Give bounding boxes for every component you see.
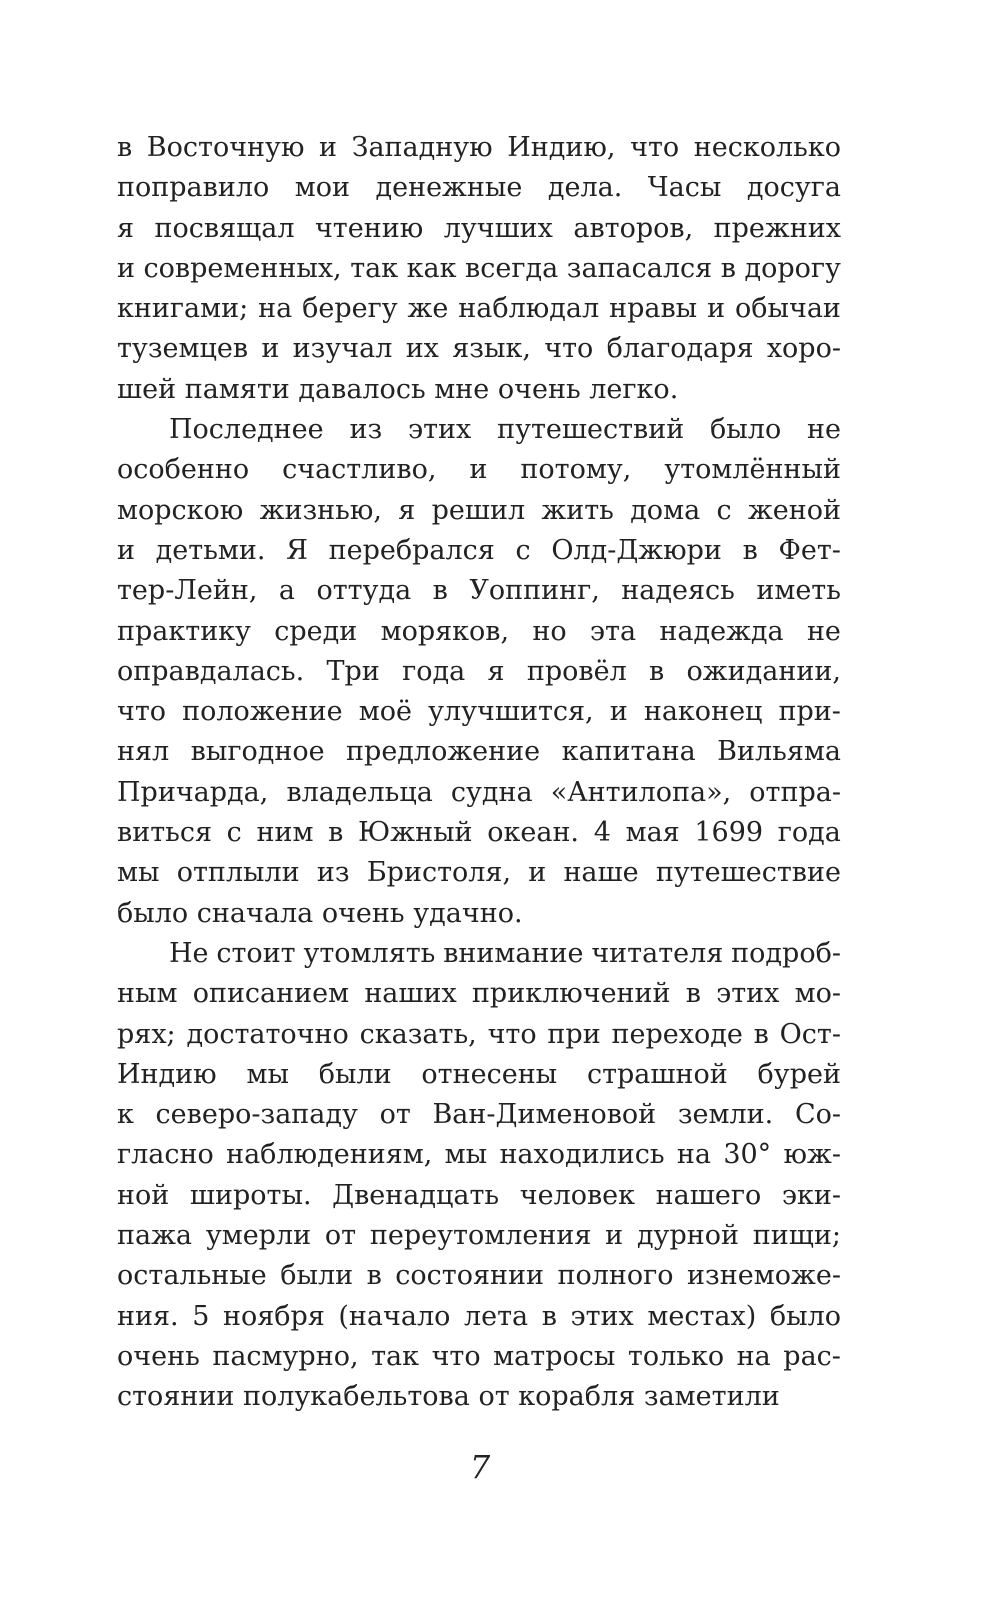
word: не [806,615,841,647]
word: же [407,293,449,325]
word: морскою [117,494,244,526]
word: запасался [566,252,713,284]
word: дорогу [744,252,841,284]
word: туземцев [117,333,249,365]
word: были [280,1260,354,1292]
word: оттуда [316,575,412,607]
word: детьми. [155,534,266,566]
word: современных, [143,252,342,284]
word: отплыли [176,857,300,889]
text-line [117,128,841,168]
word: были [318,1058,392,1090]
word: наблюдениям, [226,1139,433,1171]
word: книгами; [117,293,249,325]
text-line [117,168,841,208]
word: изучал [292,333,393,365]
text-line [117,652,841,692]
word: с [716,494,732,526]
word: счастливо, [282,454,437,486]
word: страшной [586,1058,728,1090]
word: «Антилопа», [550,776,732,808]
word: практику [117,615,251,647]
word: было [710,414,782,446]
word: берегу [302,293,398,325]
word: язык, [452,333,531,365]
word: в [742,534,758,566]
word: на [676,1139,712,1171]
word: рях; [117,1018,176,1050]
word: подроб- [731,937,841,969]
word: в [541,1300,557,1332]
word: легко. [589,373,679,405]
word: что [431,1340,481,1372]
text-line [117,289,841,329]
word: обычаи [734,293,841,325]
word: капитана [561,736,696,768]
word: и [117,252,135,284]
word: несколько [693,132,841,163]
word: Индию [117,1058,217,1090]
word: лета [463,1300,529,1332]
word: давалось [298,373,426,405]
word: переутомления [369,1220,592,1252]
word: так [350,252,399,284]
word: изнеможе- [687,1260,841,1292]
word: внимание [443,937,584,969]
text-line [117,732,841,772]
word: умерли [205,1220,312,1252]
word: что [117,696,167,728]
word: с [515,534,531,566]
word: что [487,1018,537,1050]
word: Ост- [779,1018,841,1050]
word: сказать, [359,1018,477,1050]
word: местах) [647,1300,757,1332]
word: утомлять [303,937,436,969]
word: жизнью, [259,494,382,526]
word: в [720,252,736,284]
word: посвящал [154,212,295,244]
word: при [547,1018,601,1050]
word: мы [246,1058,289,1090]
word: пасмурно, [212,1340,359,1372]
word: путешествий [497,414,685,446]
word: улучшится, [428,696,594,728]
text-line [117,571,841,611]
word: очень [321,897,405,929]
word: к [117,1099,134,1131]
word: Южный [358,817,473,849]
word: гласно [117,1139,214,1171]
word: на [258,293,293,325]
word: и [707,293,726,325]
word: судна [450,776,533,808]
text-line [117,1095,841,1135]
text-line [117,1337,841,1377]
word: Двенадцать [332,1179,500,1211]
word: 4 [593,817,611,849]
word: оправдалась. [117,655,305,687]
word: перебрался [328,534,495,566]
word: потому, [520,454,632,486]
word: заметили [643,1381,780,1413]
word: 1699 [694,817,764,849]
word: было [117,897,189,929]
word: выгодное [190,736,325,768]
word: но [532,615,567,647]
word: земли. [677,1099,774,1131]
word: что [630,132,680,163]
text-line [117,1297,841,1337]
text-line [117,450,841,490]
word: Три [326,655,380,687]
word: благодаря [606,333,754,365]
word: на [736,1340,771,1372]
word: 5 [192,1300,210,1332]
word: дома [630,494,701,526]
word: нашего [655,1179,762,1211]
word: женой [747,494,841,526]
word: только [627,1340,725,1372]
word: Последнее [169,414,324,446]
word: а [278,575,295,607]
word: ожидании, [686,655,841,687]
word: пищи; [752,1220,841,1252]
word: удачно. [413,897,523,929]
word: нял [117,736,170,768]
word: мои [294,172,350,204]
word: положение [182,696,343,728]
word: юж- [783,1139,841,1171]
word: жить [541,494,614,526]
word: в [328,817,344,849]
text-line [117,934,841,974]
word: переходе [611,1018,743,1050]
word: океан. [487,817,580,849]
word: я [117,212,135,244]
text-line [117,692,841,732]
word: (начало [338,1300,451,1332]
word: широты. [189,1179,312,1211]
text-line [117,249,841,289]
word: пажа [117,1220,193,1252]
word: матросы [493,1340,616,1372]
word: что [544,333,594,365]
text-line [117,491,841,531]
word: бурей [757,1058,841,1090]
text-line [117,974,841,1014]
word: при- [778,696,841,728]
word: шей [117,373,177,405]
text-line [117,531,841,571]
word: Не [169,937,209,969]
word: наших [364,978,457,1010]
word: эта [589,615,637,647]
text-line [117,209,841,249]
text-line [117,410,841,450]
word: человек [519,1179,636,1211]
word: полного [557,1260,674,1292]
word: отпра- [749,776,841,808]
word: дела. [547,172,623,204]
word: надежда [659,615,784,647]
word: стоит [216,937,296,969]
text-line [117,1256,841,1296]
word: в [685,978,701,1010]
word: и [605,1220,624,1252]
word: виться [117,817,212,849]
word: в [117,132,133,163]
word: мая [625,817,680,849]
text-line [117,894,841,934]
word: как [406,252,457,284]
word: Западную [351,132,493,163]
word: в [753,1018,769,1050]
word: Восточную [146,132,305,163]
word: и [469,454,488,486]
word: северо-западу [155,1099,358,1131]
word: Причарда, [117,776,269,808]
word: так [371,1340,420,1372]
word: сначала [196,897,314,929]
text-line [117,1377,841,1417]
word: полукабельтова [242,1381,470,1413]
word: очень [497,373,581,405]
word: поправило [117,172,270,204]
word: и [609,696,628,728]
word: я [487,655,505,687]
word: находились [499,1139,665,1171]
word: среди [274,615,358,647]
word: состоянии [395,1260,545,1292]
word: достаточно [186,1018,349,1050]
word: решил [431,494,526,526]
text-line [117,853,841,893]
word: провёл [526,655,627,687]
word: корабля [518,1381,636,1413]
word: приключений [471,978,671,1010]
word: Индию, [507,132,616,163]
text-line [117,1015,841,1055]
word: дурной [636,1220,739,1252]
word: отнесены [421,1058,558,1090]
word: памяти [184,373,290,405]
word: из [349,414,383,446]
paragraph [117,934,841,1418]
word: рас- [783,1340,841,1372]
word: хоро- [766,333,841,365]
body-text [117,128,841,1418]
word: авторов, [573,212,694,244]
word: наше [563,857,639,889]
word: года [777,817,841,849]
word: я [398,494,416,526]
word: в [649,655,665,687]
word: тер-Лейн, [117,575,258,607]
word: читателя [591,937,724,969]
word: Со- [794,1099,841,1131]
text-line [117,1176,841,1216]
word: владельца [286,776,433,808]
word: не [807,414,841,446]
word: этих [408,414,472,446]
word: от [324,1220,357,1252]
word: прежних [713,212,841,244]
word: и [319,132,338,163]
paragraph [117,128,841,410]
word: Уоппинг, [469,575,600,607]
word: и [261,333,280,365]
text-line [117,1055,841,1095]
word: и [117,534,135,566]
word: этих [716,978,780,1010]
word: ним [256,817,314,849]
text-line [117,813,841,853]
word: моё [358,696,412,728]
word: ной [117,1179,170,1211]
word: от [379,1099,411,1131]
word: Фет- [778,534,841,566]
word: наконец [643,696,763,728]
text-line [117,370,841,410]
word: нравы [609,293,698,325]
word: с [226,817,242,849]
word: иметь [756,575,841,607]
word: утомлённый [664,454,841,486]
word: моряков, [380,615,510,647]
text-line [117,773,841,813]
word: предложение [346,736,541,768]
word: мне [434,373,490,405]
text-line [117,1216,841,1256]
paragraph [117,410,841,934]
word: года [402,655,466,687]
word: чтению [314,212,424,244]
word: описанием [192,978,350,1010]
word: ния. [117,1300,179,1332]
word: денежные [375,172,523,204]
word: эки- [781,1179,841,1211]
word: стоянии [117,1381,235,1413]
word: и [528,857,547,889]
word: мы [117,857,160,889]
word: надеясь [621,575,735,607]
word: Олд-Джюри [551,534,722,566]
word: Часы [647,172,722,204]
word: Бристоля, [366,857,512,889]
word: из [316,857,350,889]
word: ным [117,978,178,1010]
word: этих [570,1300,634,1332]
word: Вильяма [717,736,841,768]
word: было [769,1300,841,1332]
word: в [432,575,448,607]
word: наблюдал [458,293,600,325]
word: всегда [465,252,559,284]
word: Я [286,534,308,566]
word: мы [444,1139,488,1171]
word: путешествие [655,857,841,889]
word: ноября [222,1300,325,1332]
text-line [117,1135,841,1175]
word: Ван-Дименовой [432,1099,657,1131]
word: от [478,1381,510,1413]
word: особенно [117,454,250,486]
word: их [405,333,439,365]
word: в [366,1260,382,1292]
word: лучших [443,212,553,244]
word: досуга [746,172,841,204]
page-number: 7 [469,1448,491,1486]
word: 30° [723,1139,772,1171]
word: остальные [117,1260,267,1292]
text-line [117,612,841,652]
word: мо- [794,978,841,1010]
text-line [117,329,841,369]
word: очень [117,1340,200,1372]
